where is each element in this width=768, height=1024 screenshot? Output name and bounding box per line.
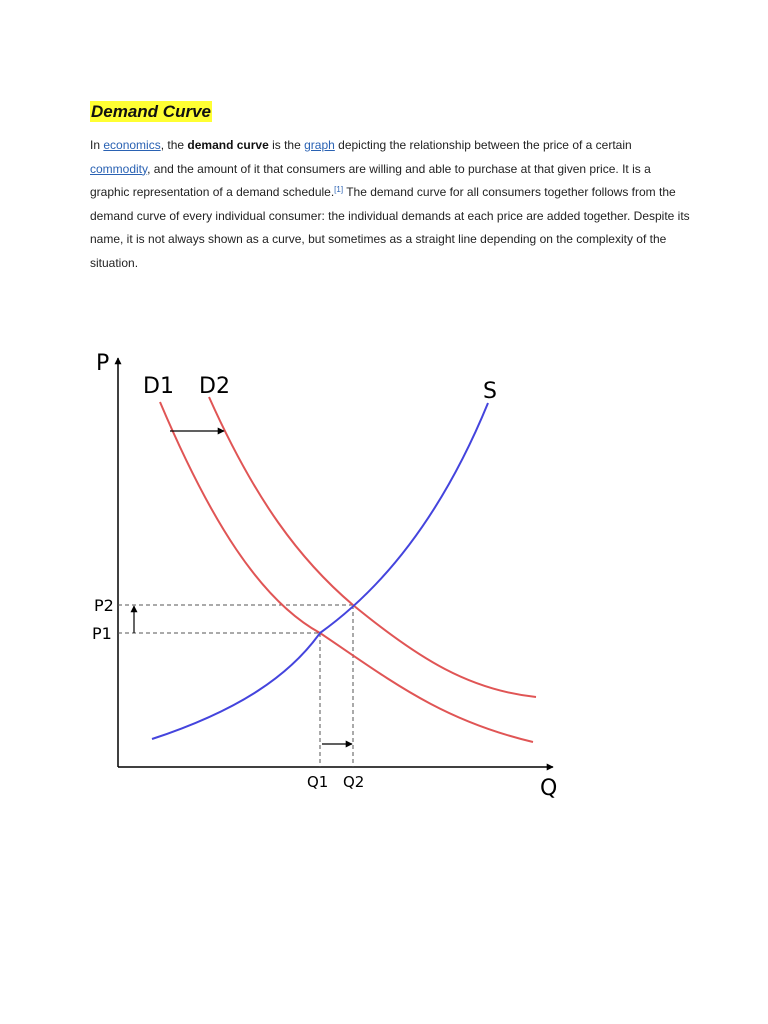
link-economics[interactable]: economics bbox=[103, 138, 161, 152]
paragraph-text: depicting the relationship between the price of a certain bbox=[334, 138, 632, 152]
quantity-label-q1: Q1 bbox=[307, 773, 329, 791]
axis-label-q: Q bbox=[540, 776, 558, 801]
paragraph-text: , and the amount of it that consumers are willing and able to purchase at that given price. It is a graphic representation of a demand schedule. bbox=[90, 161, 651, 199]
price-label-p1: P1 bbox=[92, 624, 112, 643]
paragraph-text: In bbox=[90, 138, 104, 152]
reference-link[interactable]: [1] bbox=[334, 185, 344, 194]
demand-curve-d2 bbox=[209, 397, 536, 697]
demand-curve-d1 bbox=[160, 402, 533, 742]
link-graph[interactable]: graph bbox=[304, 138, 335, 152]
paragraph-text: , the bbox=[160, 138, 188, 152]
curve-label-d1: D1 bbox=[143, 374, 174, 399]
link-commodity[interactable]: commodity bbox=[90, 161, 148, 176]
curve-label-s: S bbox=[483, 379, 497, 404]
paragraph-text: The demand curve for all consumers together follows from the demand curve of every individual consumer: the individual demands at each price are added together. Despite its name, it is not always shown as a curve, but sometimes as a straight line depending on the complexity of the situation. bbox=[90, 185, 690, 270]
axis-label-p: P bbox=[96, 351, 110, 376]
page-title: Demand Curve bbox=[91, 102, 211, 121]
price-label-p2: P2 bbox=[94, 596, 114, 615]
supply-curve-s bbox=[152, 403, 488, 739]
quantity-label-q2: Q2 bbox=[343, 773, 365, 791]
paragraph-text: is the bbox=[268, 138, 305, 152]
curve-label-d2: D2 bbox=[199, 374, 230, 399]
bold-term: demand curve bbox=[187, 138, 269, 152]
